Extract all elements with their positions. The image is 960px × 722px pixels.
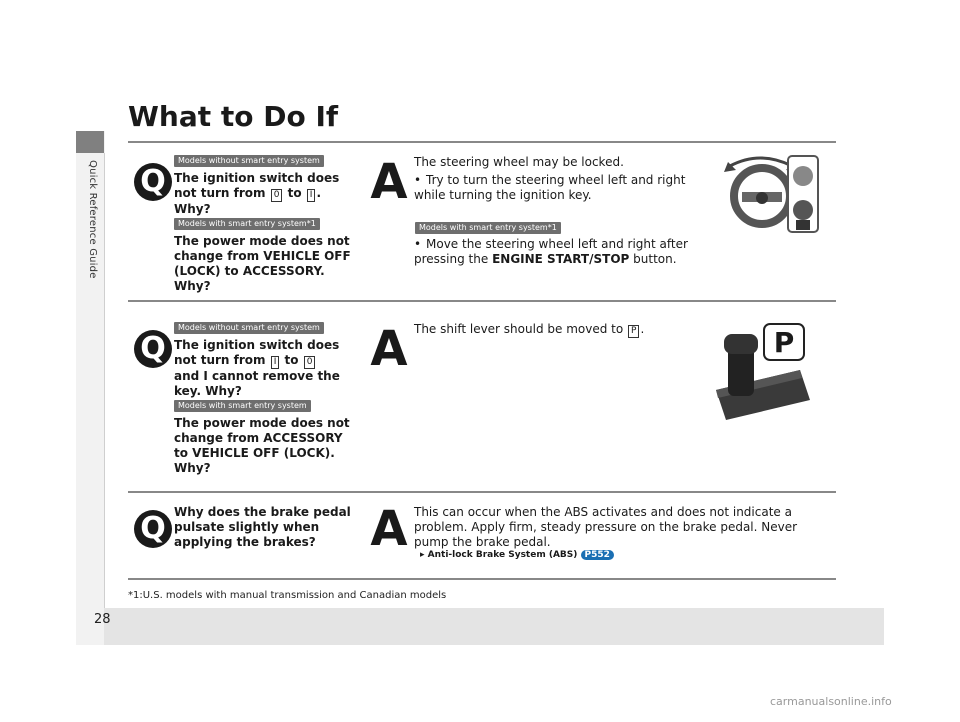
watermark: carmanualsonline.info [770, 695, 892, 708]
badge-without-smart-entry: Models without smart entry system [174, 155, 324, 167]
question-1b: The power mode does not change from VEHICLE OFF (LOCK) to ACCESSORY. Why? [174, 234, 351, 293]
question-2a: The ignition switch does not turn from I to 0 and I cannot remove the key. Why? [174, 338, 340, 398]
q-icon: Q [134, 510, 172, 548]
question-3: Why does the brake pedal pulsate slightly when applying the brakes? [174, 505, 351, 549]
steering-wheel-illustration [720, 152, 820, 234]
footnote: *1:U.S. models with manual transmission and Canadian models [128, 590, 447, 601]
side-divider [104, 153, 105, 608]
section-rule-1 [128, 300, 836, 302]
key-I: I [307, 189, 316, 202]
key-P: P [628, 325, 639, 338]
abs-reference-link[interactable]: ▸ Anti-lock Brake System (ABS) P552 [420, 550, 614, 560]
shift-lever-illustration [710, 320, 820, 420]
a-icon: A [370, 501, 408, 557]
p-label: P [773, 326, 795, 359]
engine-start-button-icon [793, 200, 813, 220]
section-rule-2 [128, 491, 836, 493]
reference-arrow-icon: ▸ [420, 550, 428, 560]
answer-2: The shift lever should be moved to P . [414, 322, 645, 336]
side-tab [76, 131, 104, 153]
a-icon: A [370, 154, 408, 210]
a-icon: A [370, 321, 408, 377]
bottom-bar [104, 608, 884, 645]
question-2b: The power mode does not change from ACCESSORY to VEHICLE OFF (LOCK). Why? [174, 416, 350, 475]
key-0: 0 [271, 189, 283, 202]
badge-without-smart-entry: Models without smart entry system [174, 322, 324, 334]
badge-with-smart-entry: Models with smart entry system*1 [174, 218, 320, 230]
answer-1-intro: The steering wheel may be locked. [414, 155, 624, 169]
section-rule-3 [128, 578, 836, 580]
page-ref-badge: P552 [581, 550, 614, 560]
key-0: 0 [304, 356, 316, 369]
answer-1-bullet-b: • Move the steering wheel left and right after pressing the ENGINE START/STOP button. [414, 237, 688, 266]
page-title: What to Do If [128, 100, 339, 133]
title-rule [128, 141, 836, 143]
side-label: Quick Reference Guide [87, 160, 98, 279]
ignition-key-icon [793, 166, 813, 186]
q-icon: Q [134, 330, 172, 368]
question-1a: The ignition switch does not turn from 0 to I . Why? [174, 171, 340, 216]
answer-3: This can occur when the ABS activates and does not indicate a problem. Apply firm, steady pressure on the brake pedal. Never pump the brake pedal. [414, 505, 798, 549]
page-number: 28 [94, 612, 111, 627]
q-icon: Q [134, 163, 172, 201]
key-I: I [271, 356, 280, 369]
answer-1-bullet-a: • Try to turn the steering wheel left and right while turning the ignition key. [414, 173, 686, 202]
answer-badge-with-smart-entry: Models with smart entry system*1 [415, 222, 561, 234]
badge-with-smart-entry: Models with smart entry system [174, 400, 311, 412]
